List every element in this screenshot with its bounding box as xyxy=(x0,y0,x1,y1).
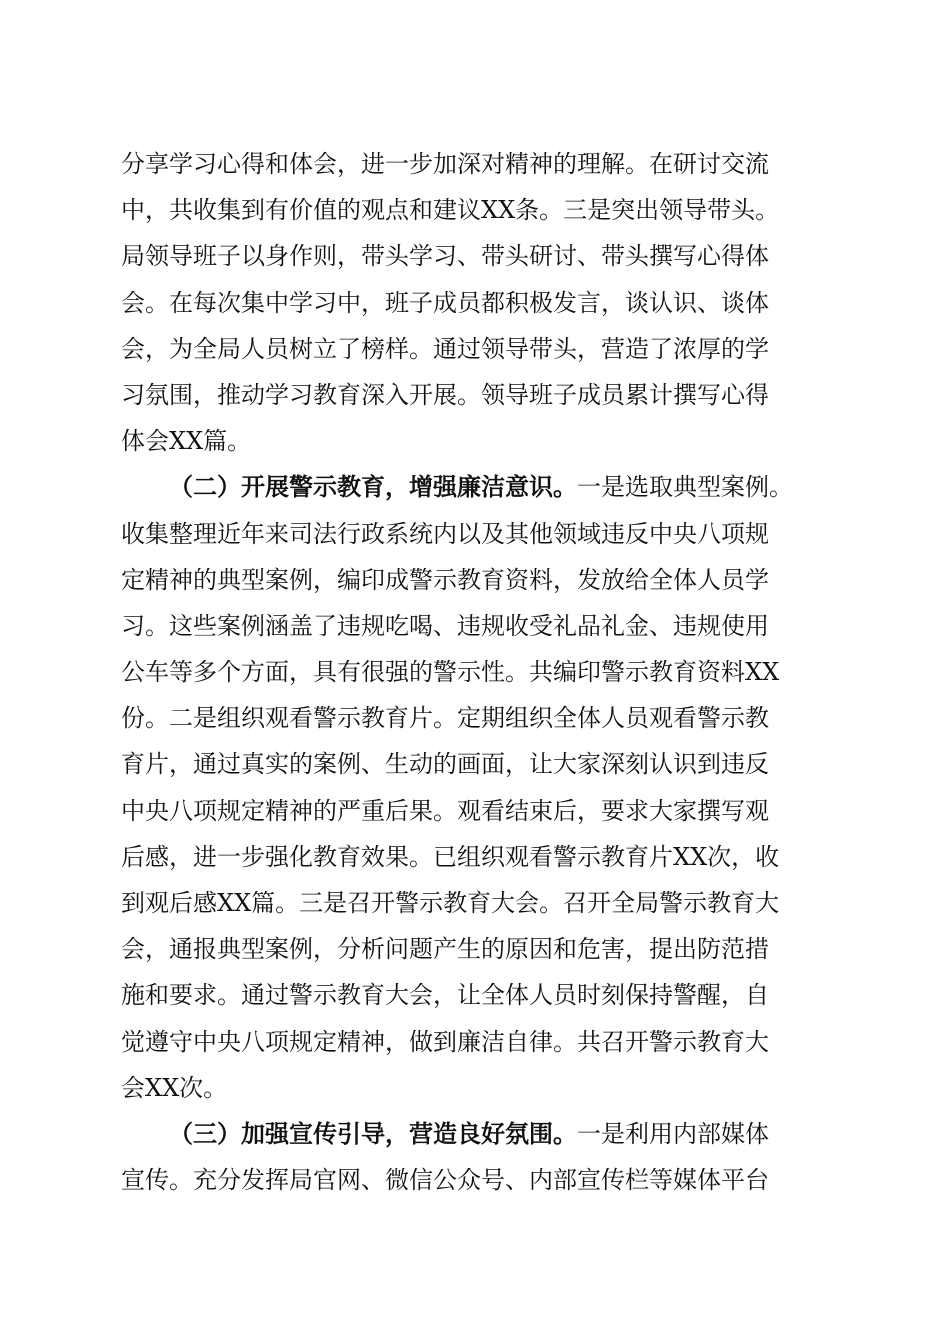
text-line: 收集整理近年来司法行政系统内以及其他领域违反中央八项规 xyxy=(121,519,769,548)
text-line: 育片，通过真实的案例、生动的画面，让大家深刻认识到违反 xyxy=(121,750,769,779)
section-heading: （三）加强宣传引导，营造良好氛围。 xyxy=(169,1118,577,1148)
body-text xyxy=(121,141,841,1203)
text-line: 习氛围，推动学习教育深入开展。领导班子成员累计撰写心得 xyxy=(121,380,769,409)
text-line: 会。在每次集中学习中，班子成员都积极发言，谈认识、谈体 xyxy=(121,288,769,317)
text-line: 局领导班子以身作则，带头学习、带头研讨、带头撰写心得体 xyxy=(121,242,769,271)
text-line: 分享学习心得和体会，进一步加深对精神的理解。在研讨交流 xyxy=(121,150,769,178)
text-line: 会XX次。 xyxy=(121,1073,228,1102)
text-line: 习。这些案例涵盖了违规吃喝、违规收受礼品礼金、违规使用 xyxy=(121,611,769,640)
text-run: 一是选取典型案例。 xyxy=(577,473,793,502)
text-line: 后感，进一步强化教育效果。已组织观看警示教育片XX次，收 xyxy=(121,842,780,871)
text-line: 会，通报典型案例，分析问题产生的原因和危害，提出防范措 xyxy=(121,935,769,964)
text-line: 中央八项规定精神的严重后果。观看结束后，要求大家撰写观 xyxy=(121,796,769,825)
text-line: 会，为全局人员树立了榜样。通过领导带头，营造了浓厚的学 xyxy=(121,334,769,363)
text-line: 体会XX篇。 xyxy=(121,427,252,456)
text-line: 定精神的典型案例，编印成警示教育资料，发放给全体人员学 xyxy=(121,565,769,594)
section-3-first-line xyxy=(121,1111,841,1157)
section-2-first-line xyxy=(121,464,841,510)
text-line: 宣传。充分发挥局官网、微信公众号、内部宣传栏等媒体平台 xyxy=(121,1166,769,1195)
text-line: 中，共收集到有价值的观点和建议XX条。三是突出领导带头。 xyxy=(121,196,780,225)
text-line: 觉遵守中央八项规定精神，做到廉洁自律。共召开警示教育大 xyxy=(121,1027,769,1056)
text-line: 施和要求。通过警示教育大会，让全体人员时刻保持警醒，自 xyxy=(121,981,769,1010)
text-line: 到观后感XX篇。三是召开警示教育大会。召开全局警示教育大 xyxy=(121,889,780,917)
text-run: 一是利用内部媒体 xyxy=(577,1119,769,1148)
section-heading: （二）开展警示教育，增强廉洁意识。 xyxy=(169,472,577,502)
text-line: 份。二是组织观看警示教育片。定期组织全体人员观看警示教 xyxy=(121,704,769,733)
text-line: 公车等多个方面，具有很强的警示性。共编印警示教育资料XX xyxy=(121,658,780,687)
